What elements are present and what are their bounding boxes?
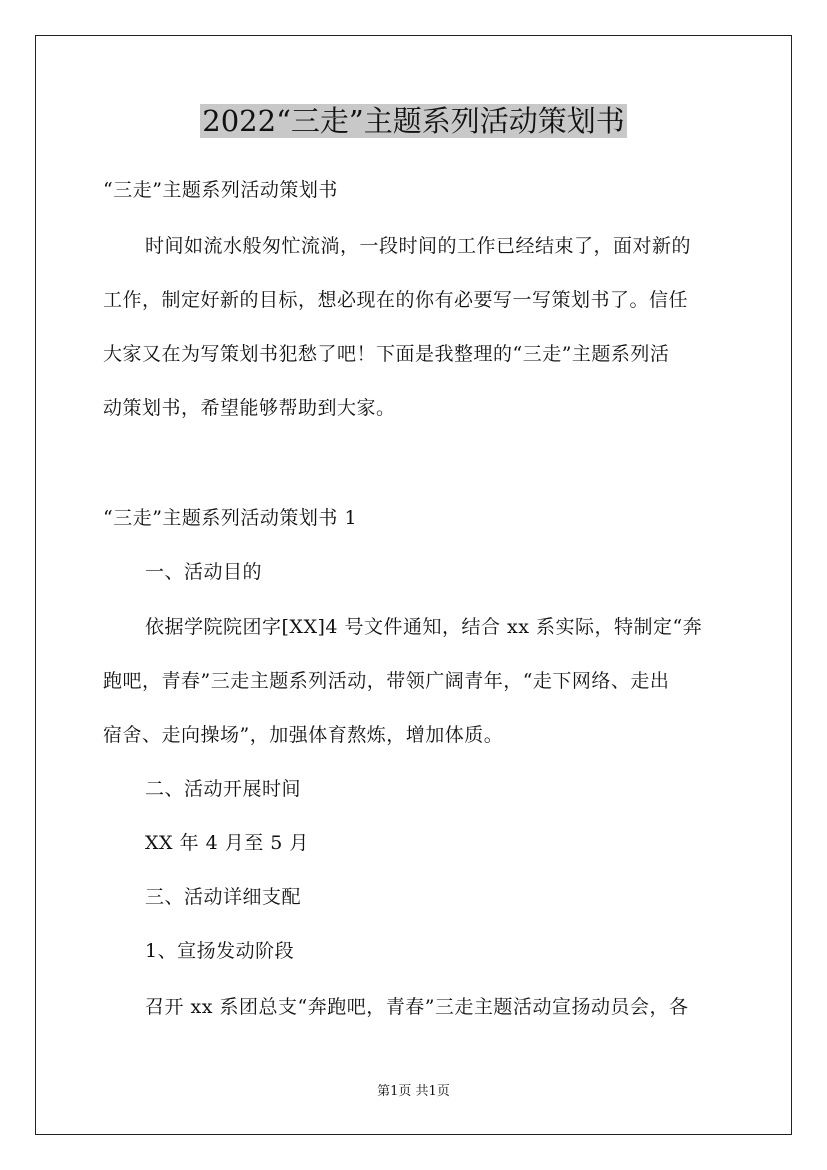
paragraph-line: 宿舍、走向操场”，加强体育熬炼，增加体质。 [103,724,504,746]
subtitle-line: “三走”主题系列活动策划书 [103,179,338,201]
paragraph-line: XX 年 4 月至 5 月 [145,832,309,854]
paragraph-line: 动策划书，希望能够帮助到大家。 [103,397,396,419]
paragraph-line: 召开 xx 系团总支“奔跑吧，青春”三走主题活动宣扬动员会，各 [145,996,689,1018]
heading-line: 一、活动目的 [145,561,263,583]
paragraph-line: 依据学院院团字[XX]4 号文件通知，结合 xx 系实际，特制定“奔 [145,616,703,638]
page-footer: 第1页 共1页 [377,1084,450,1099]
paragraph-line: 时间如流水般匆忙流淌，一段时间的工作已经结束了，面对新的 [145,235,692,257]
heading-line: 1、宣扬发动阶段 [145,940,295,962]
paragraph-line: 跑吧，青春”三走主题系列活动，带领广阔青年，“走下网络、走出 [103,670,670,692]
section-heading: “三走”主题系列活动策划书 1 [103,507,358,529]
heading-line: 二、活动开展时间 [145,778,302,800]
heading-line: 三、活动详细支配 [145,886,302,908]
paragraph-line: 工作，制定好新的目标，想必现在的你有必要写一写策划书了。信任 [103,289,689,311]
title-text: 2022“三走”主题系列活动策划书 [202,104,625,138]
paragraph-line: 大家又在为写策划书犯愁了吧！下面是我整理的“三走”主题系列活 [103,343,670,365]
document-title [0,99,827,143]
